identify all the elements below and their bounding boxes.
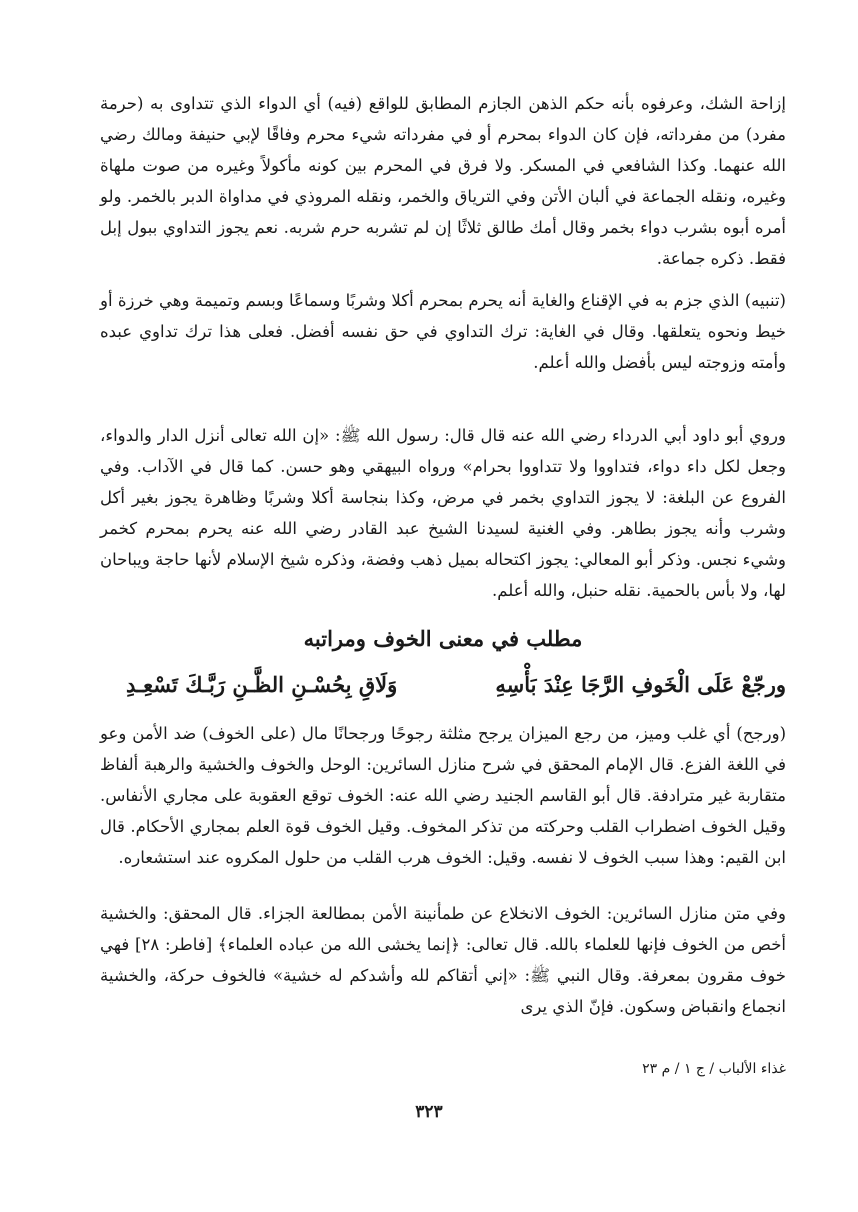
poem-verse (100, 668, 786, 702)
paragraph-commentary-khawf: (ورجح) أي غلب وميز، من رجع الميزان يرجح مثلثة رجوحًا ورجحانًا مال (على الخوف) ضد الأمن وعو في اللغة الفزع. قال الإمام المحقق في شرح منازل السائرين: الوحل والخوف والخشية والرهبة ألفاظ متقاربة غير مترادفة. قال أبو القاسم الجنيد رضي الله عنه: الخوف توقع العقوبة على مجاري الأنفاس. وقيل الخوف اضطراب القلب وحركته من تذكر المخوف. وقيل الخوف قوة العلم بمجاري الأحكام. قال ابن القيم: وهذا سبب الخوف لا نفسه. وقيل: الخوف هرب القلب من حلول المكروه عند استشعاره. (100, 724, 786, 867)
paragraph-medicine-prohibited: إزاحة الشك، وعرفوه بأنه حكم الذهن الجازم المطابق للواقع (فيه) أي الدواء الذي تتداوى به (حرمة مفرد) من مفرداته، فإن كان الدواء بمحرم أو في مفرداته شيء محرم وفاقًا لإبي حنيفة ومالك رضي الله عنهما. وكذا الشافعي في المسكر. ولا فرق في المحرم بين كونه مأكولاً وغيره من صوت ملهاة وغيره، ونقله الجماعة في ألبان الأتن وفي الترياق والخمر، ونقله المروذي في مداواة الدبر بالخمر. ولو أمره أبوه بشرب دواء بخمر وقال أمك طالق ثلاثًا إن لم تشربه حرم شربه. نعم يجوز التداوي ببول إبل فقط. ذكره جماعة. (100, 94, 786, 268)
verse-first-hemistich: ورجّعْ عَلَى الْخَوفِ الرَّجَا عِنْدَ بَأْسِهِ (495, 672, 786, 697)
page-number: ٣٢٣ (415, 1102, 443, 1122)
section-heading: مطلب في معنى الخوف ومراتبه (303, 626, 583, 651)
signature-footnote: غذاء الألباب / ج ١ / م ٢٣ (642, 1061, 786, 1077)
paragraph-tanbih-note: (تنبيه) الذي جزم به في الإقناع والغاية أنه يحرم بمحرم أكلا وشربًا وسماعًا وبسم وتميمة وهي خرزة أو خيط ونحوه يتعلقها. وقال في الغاية: ترك التداوي في حق نفسه أفضل. فعلى هذا ترك تداوي عبده وأمته وزوجته ليس بأفضل والله أعلم. (100, 291, 786, 372)
paragraph-hadith-abu-dawud: وروي أبو داود أبي الدرداء رضي الله عنه قال قال: رسول الله ﷺ: «إن الله تعالى أنزل الدار والدواء، وجعل لكل داء دواء، فتداووا ولا تتداووا بحرام» ورواه البيهقي وهو حسن. كما قال في الآداب. وفي الفروع عن البلغة: لا يجوز التداوي بخمر في مرض، وكذا بنجاسة أكلا وشربًا وظاهرة يجوز بغير أكل وشرب وأنه يجوز بطاهر. وفي الغنية لسيدنا الشيخ عبد القادر رضي الله عنه يحرم بمحرم كخمر وشيء نجس. وذكر أبو المعالي: يجوز اكتحاله بميل ذهب وفضة، وذكره شيخ الإسلام لأنها حاجة ويباحان لها، ولا بأس بالحمية. نقله حنبل، والله أعلم. (100, 426, 786, 600)
verse-second-hemistich: وَلَاقِ بِحُسْـنِ الظَّـنِ رَبَّـكَ تَسْعِـدِ (126, 672, 398, 697)
paragraph-khashya: وفي متن منازل السائرين: الخوف الانخلاع عن طمأنينة الأمن بمطالعة الجزاء. قال المحقق: والخشية أخص من الخوف فإنها للعلماء بالله. قال تعالى: ﴿إنما يخشى الله من عباده العلماء﴾ [فاطر: ٢٨] فهي خوف مقرون بمعرفة. وقال النبي ﷺ: «إني أتقاكم لله وأشدكم له خشية» فالخوف حركة، والخشية انجماع وانقباض وسكون. فإنّ الذي يرى (100, 904, 786, 1016)
